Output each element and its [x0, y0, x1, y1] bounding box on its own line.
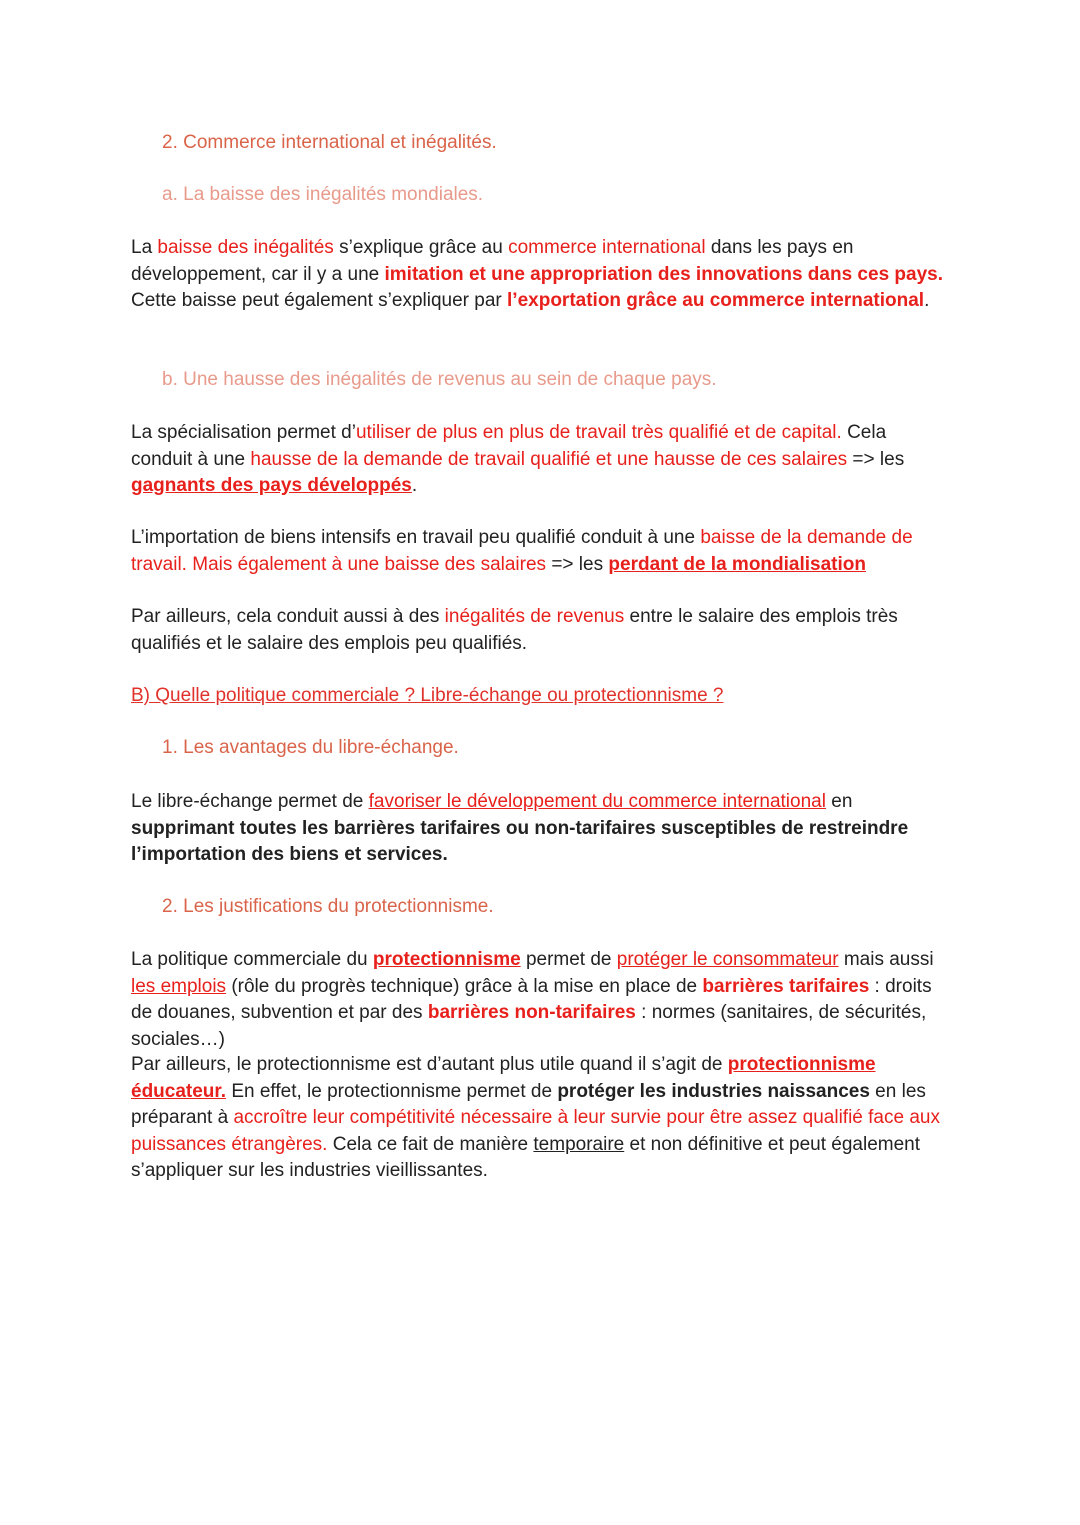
- paragraph-protectionnisme-educateur: Par ailleurs, le protectionnisme est d’autant plus utile quand il s’agit de protectionnisme éducateur. En effet, le protectionnisme permet de protéger les industries naissances en les préparant à accroître leur compétitivité nécessaire à leur survie pour être assez qualifié face aux puissances étrangères. Cela ce fait de manière temporaire et non définitive et peut également s’appliquer sur les industries vieillissantes.: [131, 1054, 940, 1181]
- heading-commerce-international: 2. Commerce international et inégalités.: [162, 132, 497, 153]
- paragraph-protectionnisme: La politique commerciale du protectionnisme permet de protéger le consommateur mais aussi les emplois (rôle du progrès technique) grâce à la mise en place de barrières tarifaires : droits de douanes, subvention et par des barrières non-tarifaires : normes (sanitaires, de sécurités, sociales…): [131, 949, 934, 1050]
- subheading-baisse-inegalites: a. La baisse des inégalités mondiales.: [162, 184, 484, 205]
- heading-justifications-protectionnisme: 2. Les justifications du protectionnisme.: [162, 896, 494, 917]
- paragraph-baisse-inegalites: La baisse des inégalités s’explique grâce au commerce international dans les pays en développement, car il y a une imitation et une appropriation des innovations dans ces pays. Cette baisse peut également s’expliquer par l’exportation grâce au commerce international.: [131, 237, 943, 311]
- paragraph-inegalites-revenus: Par ailleurs, cela conduit aussi à des inégalités de revenus entre le salaire des emplois très qualifiés et le salaire des emplois peu qualifiés.: [131, 606, 898, 654]
- paragraph-importation: L’importation de biens intensifs en travail peu qualifié conduit à une baisse de la demande de travail. Mais également à une baisse des salaires => les perdant de la mondialisation: [131, 527, 913, 575]
- subheading-hausse-inegalites: b. Une hausse des inégalités de revenus au sein de chaque pays.: [162, 369, 717, 390]
- paragraph-specialisation: La spécialisation permet d’utiliser de plus en plus de travail très qualifié et de capital. Cela conduit à une hausse de la demande de travail qualifié et une hausse de ces salaires => les gagnants des pays développés.: [131, 422, 905, 496]
- heading-avantages-libre-echange: 1. Les avantages du libre-échange.: [162, 737, 459, 758]
- section-heading-politique-commerciale: B) Quelle politique commerciale ? Libre-échange ou protectionnisme ?: [131, 685, 724, 706]
- paragraph-libre-echange: Le libre-échange permet de favoriser le développement du commerce international en supprimant toutes les barrières tarifaires ou non-tarifaires susceptibles de restreindre l’importation des biens et services.: [131, 791, 909, 865]
